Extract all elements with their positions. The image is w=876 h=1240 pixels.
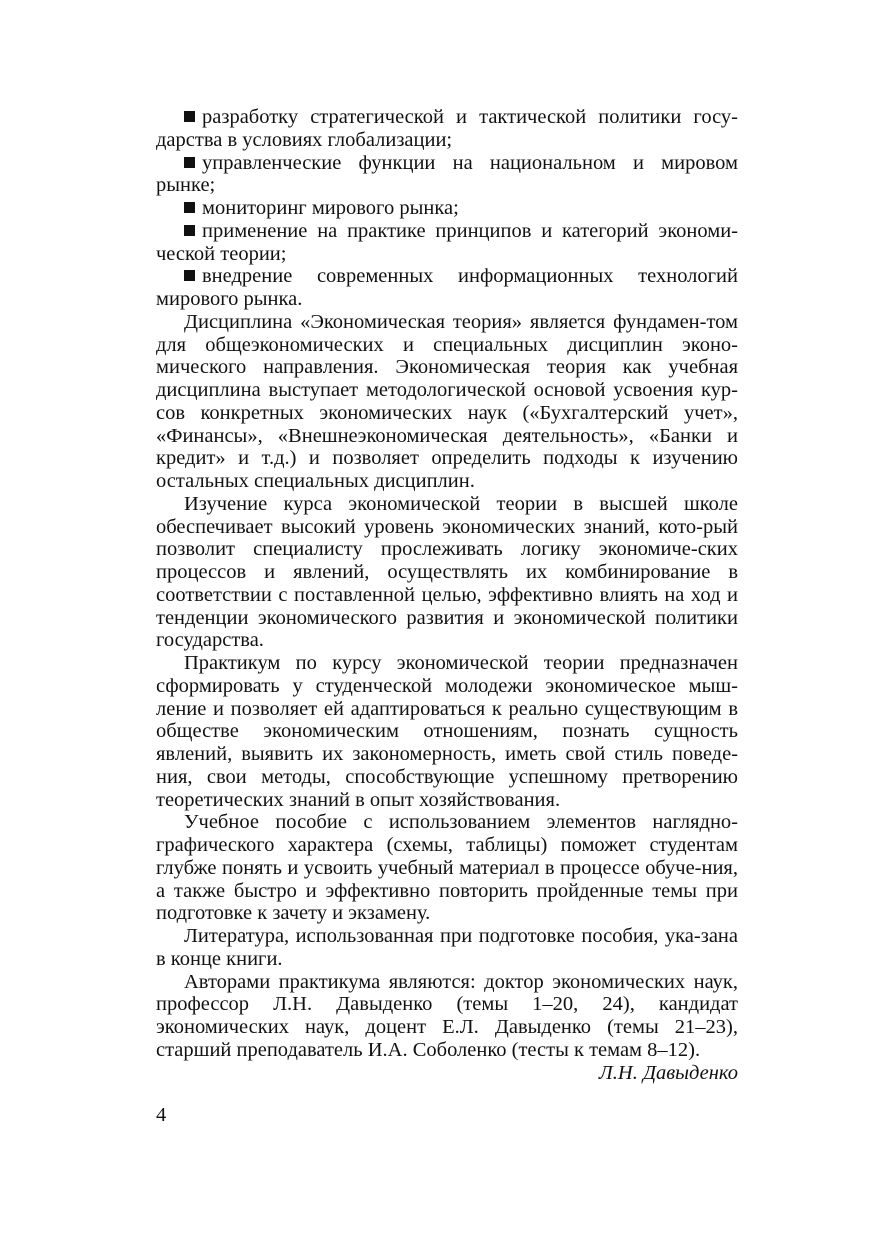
paragraph-textbook: Учебное пособие с использованием элементов наглядно-графического характера (схемы, таблицы) поможет студентам глубже понять и усвоить учебный материал в процессе обуче-ния, а также быстро и эффективно повторить пройденные темы при подготовке к зачету и экзамену. <box>156 811 738 925</box>
bullet-text: мониторинг мирового рынка; <box>202 197 459 219</box>
square-bullet-icon <box>184 157 195 168</box>
bullet-text: применение на практике принципов и категорий экономи-ческой теории; <box>156 219 738 265</box>
paragraph-authors: Авторами практикума являются: доктор экономических наук, профессор Л.Н. Давыденко (темы 1–20, 24), кандидат экономических наук, доцент Е.Л. Давыденко (темы 21–23), старший преподаватель И.А. Соболенко (тесты к темам 8–12). <box>156 970 738 1061</box>
square-bullet-icon <box>184 111 195 122</box>
author-signature: Л.Н. Давыденко <box>598 1061 738 1084</box>
bullet-item <box>156 220 738 266</box>
page-number: 4 <box>156 1104 167 1126</box>
bullet-item <box>156 152 738 198</box>
bullet-item <box>156 197 738 220</box>
paragraph-discipline: Дисциплина «Экономическая теория» является фундамен-том для общеэкономических и специальных дисциплин эконо-мического направления. Экономическая теория как учебная дисциплина выступает методологической основой усвоения кур-сов конкретных экономических наук («Бухгалтерский учет», «Финансы», «Внешнеэкономическая деятельность», «Банки и кредит» и т.д.) и позволяет определить подходы к изучению остальных специальных дисциплин. <box>156 310 738 492</box>
bullet-text: внедрение современных информационных технологий мирового рынка. <box>156 265 738 310</box>
square-bullet-icon <box>184 202 195 213</box>
bullet-text: разработку стратегической и тактической политики госу-дарства в условиях глобализации; <box>156 106 738 151</box>
paragraph-course-study: Изучение курса экономической теории в высшей школе обеспечивает высокий уровень экономических знаний, кото-рый позволит специалисту прослеживать логику экономиче-ских процессов и явлений, осуществлять их комбинирование в соответствии с поставленной целью, эффективно влиять на ход и тенденции экономического развития и экономической политики государства. <box>156 492 738 652</box>
bullet-text: управленческие функции на национальном и мировом рынке; <box>156 151 738 197</box>
square-bullet-icon <box>184 225 195 236</box>
paragraph-literature: Литература, использованная при подготовке пособия, ука-зана в конце книги. <box>156 925 738 970</box>
paragraph-practicum: Практикум по курсу экономической теории предназначен сформировать у студенческой молодежи экономическое мыш-ление и позволяет ей адаптироваться к реально существующим в обществе экономическим отношениям, познать сущность явлений, выявить их закономерность, иметь свой стиль поведе-ния, свои методы, способствующие успешному претворению теоретических знаний в опыт хозяйствования. <box>156 652 738 811</box>
bullet-item <box>156 106 738 152</box>
bullet-item <box>156 265 738 311</box>
square-bullet-icon <box>184 270 195 281</box>
page-body <box>156 106 738 1084</box>
